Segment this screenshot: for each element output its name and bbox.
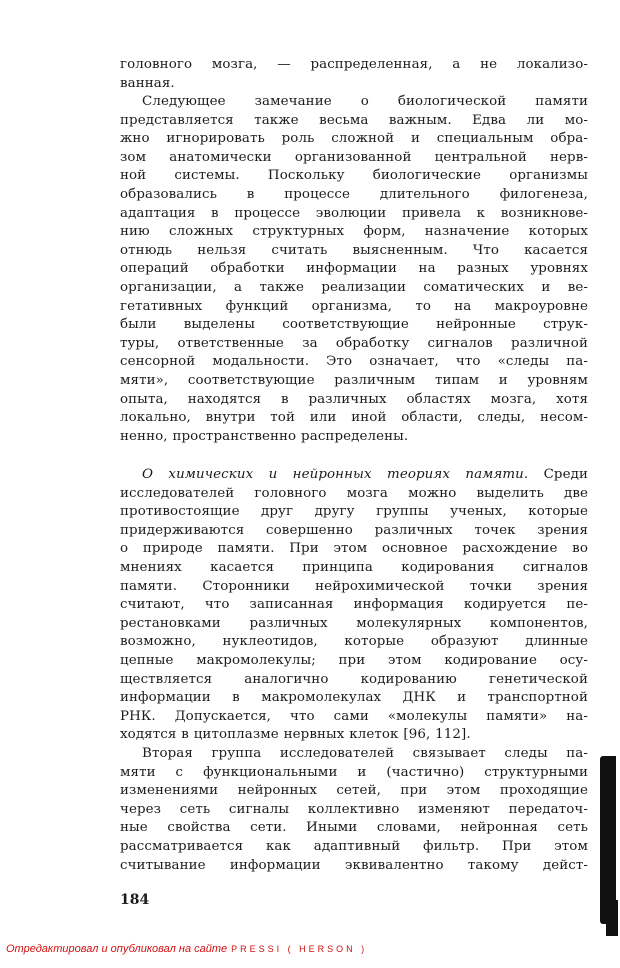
text-line: операций обработки информации на разных уровнях	[120, 261, 588, 277]
text-line: изменениями нейронных сетей, при этом проходящие	[120, 783, 588, 799]
text-line: ные свойства сети. Иными словами, нейронная сеть	[120, 820, 588, 836]
page-edge-shadow	[600, 756, 616, 924]
text-line: считывание информации эквивалентно такому дейст-	[120, 857, 588, 873]
text-fragment: Среди	[543, 467, 588, 482]
text-line: ванная.	[120, 75, 175, 91]
paragraph-1	[120, 56, 588, 93]
text-line: ходятся в цитоплазме нервных клеток [96, 112].	[120, 727, 471, 743]
text-line: Вторая группа исследователей связывает следы па-	[142, 746, 588, 761]
text-line: опыта, находятся в различных областях мозга, хотя	[120, 391, 588, 407]
text-line: гетативных функций организма, то на макроуровне	[120, 298, 588, 314]
text-line: ществляется аналогично кодированию генетической	[120, 671, 588, 687]
text-line: образовались в процессе длительного филогенеза,	[120, 186, 588, 202]
text-line: информации в макромолекулах ДНК и транспортной	[120, 690, 588, 706]
text-line: нию сложных структурных форм, назначение которых	[120, 224, 588, 240]
page-edge-shadow-tail	[606, 900, 618, 936]
text-line: памяти. Сторонники нейрохимической точки зрения	[120, 578, 588, 594]
text-line: возможно, нуклеотидов, которые образуют длинные	[120, 634, 588, 650]
text-line: туры, ответственные за обработку сигналов различной	[120, 335, 588, 351]
text-line: РНК. Допускается, что сами «молекулы памяти» на-	[120, 708, 588, 724]
paragraph-2	[120, 93, 588, 446]
paragraph-3	[120, 466, 588, 745]
text-line: через сеть сигналы коллективно изменяют передаточ-	[120, 801, 588, 817]
text-line: отнюдь нельзя считать выясненным. Что касается	[120, 242, 588, 258]
text-line: адаптация в процессе эволюции привела к возникнове-	[120, 205, 588, 221]
footer-site-link[interactable]: PRESSI ( HERSON )	[231, 944, 368, 954]
paragraph-4	[120, 745, 588, 875]
text-line: зом анатомически организованной центральной нерв-	[120, 149, 588, 165]
text-line: противостоящие друг другу группы ученых, которые	[120, 504, 588, 520]
text-line: исследователей головного мозга можно выделить две	[120, 485, 588, 501]
text-line: организации, а также реализации соматических и ве-	[120, 279, 588, 295]
text-line: придерживаются совершенно различных точек зрения	[120, 522, 588, 538]
section-heading: О химических и нейронных теориях памяти.	[142, 467, 529, 482]
text-line: рассматривается как адаптивный фильтр. При этом	[120, 838, 588, 854]
text-line: цепные макромолекулы; при этом кодирование осу-	[120, 652, 588, 668]
text-line	[120, 466, 588, 485]
text-line: были выделены соответствующие нейронные струк-	[120, 317, 588, 333]
text-line: рестановками различных молекулярных компонентов,	[120, 615, 588, 631]
text-line: Следующее замечание о биологической памяти	[142, 94, 588, 109]
text-line: мяти с функциональными и (частично) структурными	[120, 764, 588, 780]
footer-credit	[6, 943, 367, 955]
text-line: представляется также весьма важным. Едва ли мо-	[120, 112, 588, 128]
text-line: жно игнорировать роль сложной и специальным обра-	[120, 131, 588, 147]
text-line: локально, внутри той или иной области, следы, несом-	[120, 410, 588, 426]
text-line: ненно, пространственно распределены.	[120, 428, 409, 444]
text-line: считают, что записанная информация кодируется пе-	[120, 597, 588, 613]
page-number: 184	[120, 892, 150, 908]
text-line: о природе памяти. При этом основное расхождение во	[120, 541, 588, 557]
text-line: мяти», соответствующие различным типам и уровням	[120, 372, 588, 388]
text-line: головного мозга, — распределенная, а не локализо-	[120, 57, 588, 72]
text-line: ной системы. Поскольку биологические организмы	[120, 168, 588, 184]
text-line: сенсорной модальности. Это означает, что «следы па-	[120, 354, 588, 370]
text-line: мнениях касается принципа кодирования сигналов	[120, 559, 588, 575]
footer-text: Отредактировал и опубликовал на сайте	[6, 943, 228, 955]
